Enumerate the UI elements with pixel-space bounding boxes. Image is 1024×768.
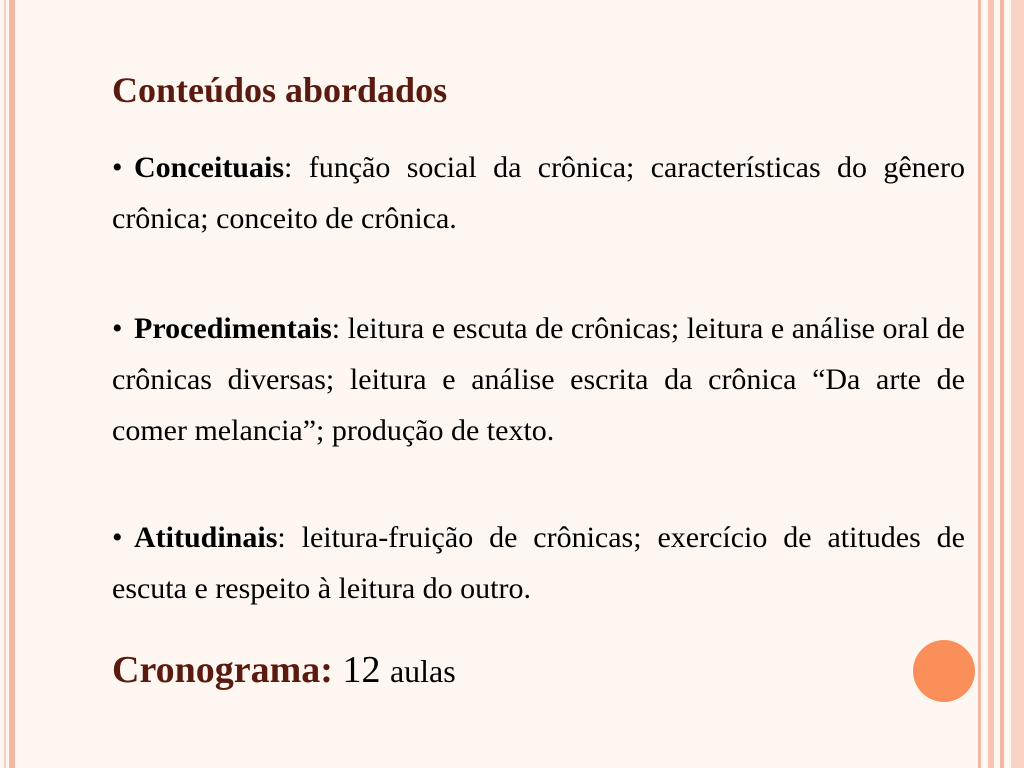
stripe	[978, 0, 981, 768]
bullet-separator: :	[284, 151, 293, 184]
bullet-item-conceituais	[112, 142, 965, 244]
left-border-decoration	[9, 0, 15, 768]
bullet-text: função social da crônica; características do gênero crônica; conceito de crônica.	[112, 151, 965, 235]
slide-title: Conteúdos abordados	[112, 70, 448, 110]
stripe	[1011, 0, 1024, 768]
right-border-decoration	[978, 0, 1024, 768]
bullet-term: Atitudinais	[134, 521, 278, 554]
slide-content	[112, 64, 965, 691]
bullet-item-procedimentais	[112, 303, 965, 456]
bullet-item-atitudinais	[112, 512, 965, 614]
cronograma	[112, 642, 456, 699]
stripe	[988, 0, 994, 768]
bullet-term: Conceituais	[134, 151, 284, 184]
bullet-icon: •	[112, 151, 123, 184]
cronograma-number: 12	[342, 649, 381, 691]
bullet-separator: :	[331, 312, 341, 345]
bullet-icon: •	[112, 312, 123, 345]
stripe	[1000, 0, 1004, 768]
bullet-separator: :	[277, 521, 286, 554]
bullet-text: leitura e escuta de crônicas; leitura e análise oral de crônicas diversas; leitura e análise escrita da crônica “Da arte de comer melancia”; produção de texto.	[112, 312, 965, 447]
bullet-term: Procedimentais	[134, 312, 332, 345]
bullet-icon: •	[112, 521, 123, 554]
left-border-thin-decoration	[4, 0, 6, 768]
orange-circle-decoration	[913, 640, 975, 702]
bullet-text: leitura-fruição de crônicas; exercício de atitudes de escuta e respeito à leitura do outro.	[112, 521, 965, 605]
cronograma-label: Cronograma:	[112, 649, 333, 691]
cronograma-unit: aulas	[389, 653, 456, 689]
